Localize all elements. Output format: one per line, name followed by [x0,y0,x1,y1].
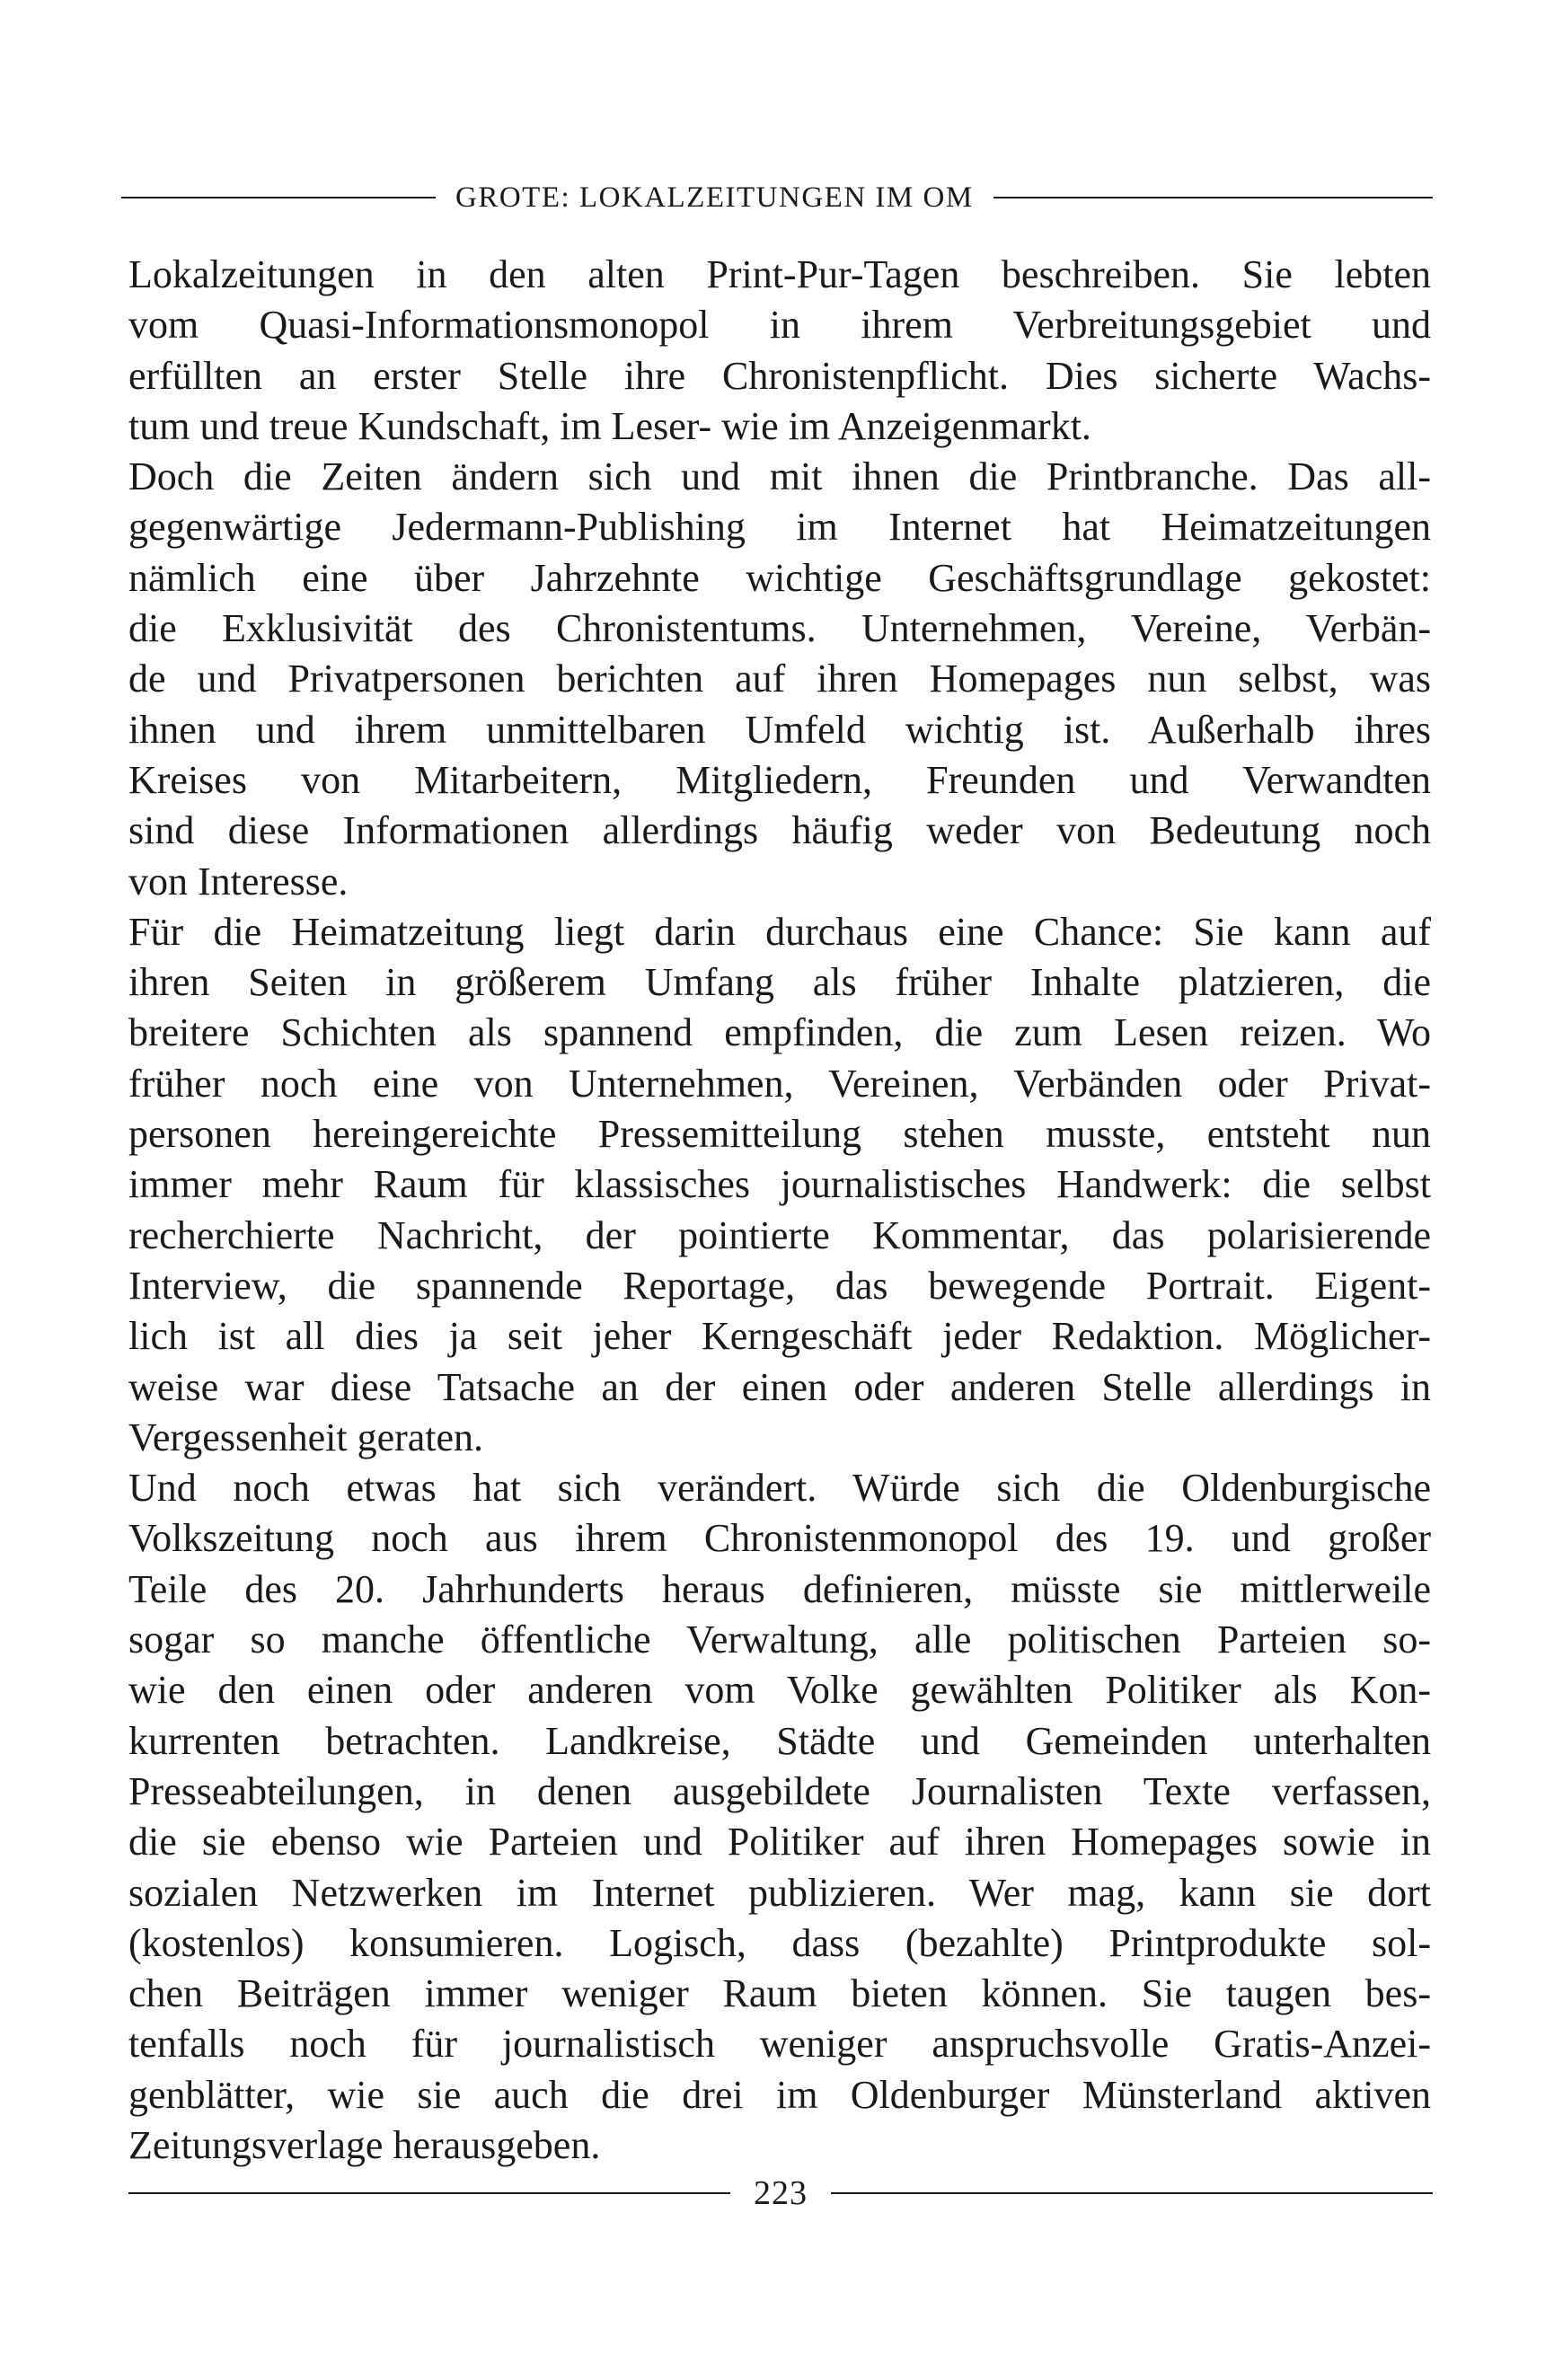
text-line: chen Beiträgen immer weniger Raum bieten können. Sie taugen bes- [128,1971,1431,2016]
footer-rule-left [128,2192,730,2194]
text-line: gegenwärtige Jedermann-Publishing im Internet hat Heimatzeitungen [128,505,1431,550]
text-line: weise war diese Tatsache an der einen oder anderen Stelle allerdings in [128,1364,1431,1409]
running-head-title: GROTE: LOKALZEITUNGEN IM OM [455,181,974,214]
text-line: Vergessenheit geraten. [128,1415,484,1459]
running-head [121,176,1433,219]
text-line: Teile des 20. Jahrhunderts heraus definieren, müsste sie mittlerweile [128,1566,1431,1611]
text-line: ihnen und ihrem unmittelbaren Umfeld wichtig ist. Außerhalb ihres [128,707,1431,752]
text-line: erfüllten an erster Stelle ihre Chronistenpflicht. Dies sicherte Wachs- [128,353,1431,398]
text-line: (kostenlos) konsumieren. Logisch, dass (bezahlte) Printprodukte sol- [128,1920,1431,1965]
text-line: tum und treue Kundschaft, im Leser- wie im Anzeigenmarkt. [128,403,1091,448]
text-line: Lokalzeitungen in den alten Print-Pur-Tagen beschreiben. Sie lebten [128,252,1431,296]
running-head-rule-left [121,197,436,198]
text-line: kurrenten betrachten. Landkreise, Städte und Gemeinden unterhalten [128,1718,1431,1763]
paragraph-2 [128,452,1431,907]
text-line: Zeitungsverlage herausgeben. [128,2122,601,2167]
text-line: genblätter, wie sie auch die drei im Oldenburger Münsterland aktiven [128,2072,1431,2117]
text-line: immer mehr Raum für klassisches journalistisches Handwerk: die selbst [128,1162,1431,1207]
text-line: de und Privatpersonen berichten auf ihren Homepages nun selbst, was [128,657,1431,701]
running-head-rule-right [993,197,1433,198]
paragraph-4 [128,1463,1431,2171]
text-line: breitere Schichten als spannend empfinden, die zum Lesen reizen. Wo [128,1010,1431,1055]
text-line: Doch die Zeiten ändern sich und mit ihnen die Printbranche. Das all- [128,454,1431,499]
text-line: Und noch etwas hat sich verändert. Würde sich die Oldenburgische [128,1466,1431,1511]
text-line: wie den einen oder anderen vom Volke gewählten Politiker als Kon- [128,1668,1431,1713]
text-line: Interview, die spannende Reportage, das bewegende Portrait. Eigent- [128,1263,1431,1308]
text-line: nämlich eine über Jahrzehnte wichtige Geschäftsgrundlage gekostet: [128,555,1431,600]
paragraph-3 [128,907,1431,1463]
text-line: lich ist all dies ja seit jeher Kerngeschäft jeder Redaktion. Möglicher- [128,1314,1431,1359]
page-footer [128,2172,1433,2215]
page-number: 223 [754,2174,808,2212]
text-line: die Exklusivität des Chronistentums. Unternehmen, Vereine, Verbän- [128,606,1431,651]
text-line: früher noch eine von Unternehmen, Vereinen, Verbänden oder Privat- [128,1061,1431,1106]
text-line: die sie ebenso wie Parteien und Politiker auf ihren Homepages sowie in [128,1820,1431,1864]
paragraph-1 [128,250,1431,452]
text-line: recherchierte Nachricht, der pointierte Kommentar, das polarisierende [128,1212,1431,1257]
text-line: Für die Heimatzeitung liegt darin durchaus eine Chance: Sie kann auf [128,909,1431,954]
text-line: ihren Seiten in größerem Umfang als früher Inhalte platzieren, die [128,960,1431,1005]
text-line: vom Quasi-Informationsmonopol in ihrem Verbreitungsgebiet und [128,303,1431,348]
text-line: personen hereingereichte Pressemitteilung stehen musste, entsteht nun [128,1112,1431,1157]
footer-rule-right [831,2192,1433,2194]
text-line: von Interesse. [128,859,349,904]
text-line: Kreises von Mitarbeitern, Mitgliedern, Freunden und Verwandten [128,757,1431,802]
text-line: tenfalls noch für journalistisch weniger anspruchsvolle Gratis-Anzei- [128,2022,1431,2067]
text-line: Presseabteilungen, in denen ausgebildete Journalisten Texte verfassen, [128,1768,1431,1813]
body-text [128,250,1431,2171]
text-line: Volkszeitung noch aus ihrem Chronistenmonopol des 19. und großer [128,1516,1431,1561]
text-line: sind diese Informationen allerdings häufig weder von Bedeutung noch [128,808,1431,853]
text-line: sozialen Netzwerken im Internet publizieren. Wer mag, kann sie dort [128,1870,1431,1915]
text-line: sogar so manche öffentliche Verwaltung, alle politischen Parteien so- [128,1618,1431,1662]
